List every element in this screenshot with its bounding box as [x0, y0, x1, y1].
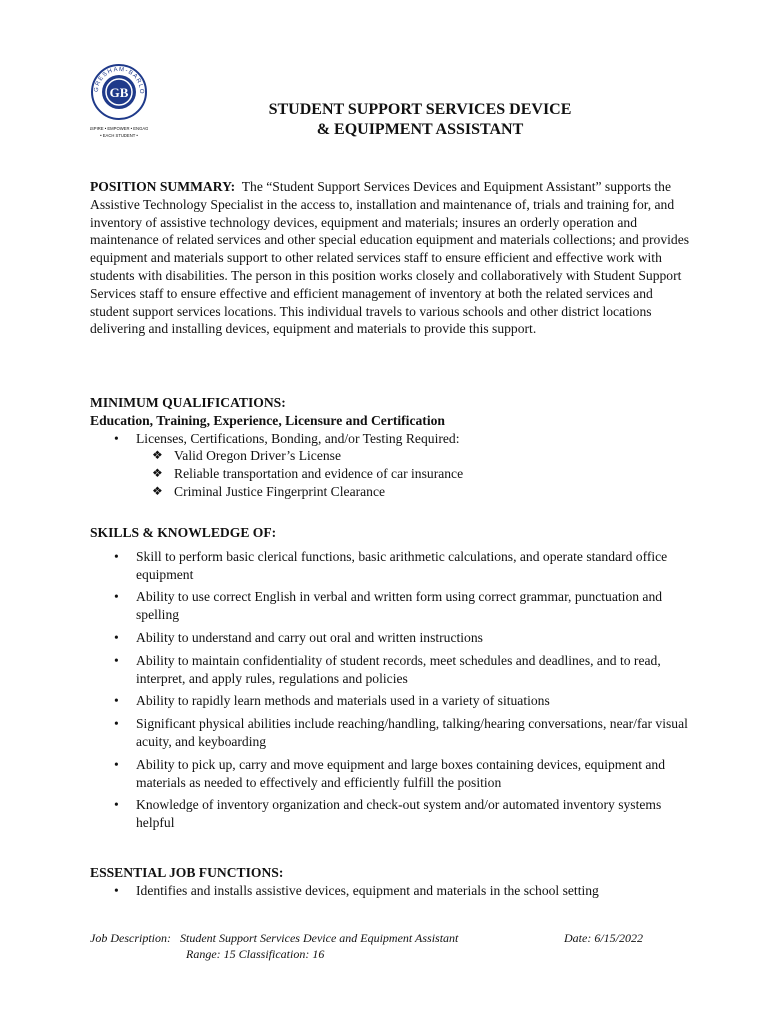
diamond-bullet-icon: ❖: [152, 483, 163, 498]
bullet-icon: •: [114, 430, 119, 446]
bullet-icon: •: [114, 629, 119, 645]
svg-text:GB: GB: [109, 85, 129, 100]
list-item: [90, 796, 690, 832]
list-item: [90, 756, 690, 792]
list-item: [90, 465, 690, 483]
list-item-text: Ability to understand and carry out oral and written instructions: [136, 629, 483, 645]
list-item: [90, 652, 690, 688]
list-item-text: Reliable transportation and evidence of car insurance: [174, 466, 464, 482]
bullet-icon: •: [114, 882, 119, 898]
skills-heading: SKILLS & KNOWLEDGE OF:: [90, 525, 277, 540]
title-line-2: & EQUIPMENT ASSISTANT: [316, 121, 524, 138]
list-item-text: Skill to perform basic clerical functions, basic arithmetic calculations, and operate standard office equipment: [136, 548, 668, 582]
bullet-icon: •: [114, 589, 119, 605]
svg-text:GRESHAM-BARLOW: GRESHAM-BARLO: [93, 66, 145, 95]
list-item: [90, 692, 690, 710]
svg-text:• EACH STUDENT •: • EACH STUDENT •: [100, 133, 138, 138]
bullet-icon: •: [114, 716, 119, 732]
list-item: [90, 588, 690, 624]
list-item: [90, 882, 690, 900]
list-item: [90, 447, 690, 465]
bullet-icon: •: [114, 756, 119, 772]
title-line-1: STUDENT SUPPORT SERVICES DEVICE: [268, 101, 572, 118]
list-item-text: Ability to pick up, carry and move equipment and large boxes containing devices, equipment and materials as needed to effectively and efficiently fulfill the position: [136, 756, 666, 790]
list-item-text: Criminal Justice Fingerprint Clearance: [174, 483, 386, 499]
list-item: [90, 483, 690, 501]
list-item-text: Ability to maintain confidentiality of student records, meet schedules and deadlines, and to read, interpret, and apply rules, regulations and policies: [136, 652, 661, 686]
list-item-text: Ability to rapidly learn methods and materials used in a variety of situations: [136, 693, 550, 709]
footer-job-description: Job Description: Student Support Services Device and Equipment Assistant: [90, 931, 459, 945]
district-logo: [90, 62, 148, 144]
list-item-text: Significant physical abilities include reaching/handling, talking/hearing conversations, near/far visual acuity, and keyboarding: [136, 716, 688, 749]
functions-section: [90, 864, 690, 900]
svg-text:INSPIRE • EMPOWER • ENGAGE: INSPIRE • EMPOWER • ENGAGE: [90, 126, 148, 131]
list-item-text: Valid Oregon Driver’s License: [174, 448, 341, 464]
page-footer: [90, 930, 690, 962]
list-item: [90, 548, 690, 584]
list-item: [90, 715, 690, 751]
bullet-icon: •: [114, 548, 119, 564]
functions-heading: ESSENTIAL JOB FUNCTIONS:: [90, 865, 284, 880]
list-item-text: Knowledge of inventory organization and check-out system and/or automated inventory systems helpful: [136, 797, 662, 831]
footer-range: Range: 15 Classification: 16: [186, 947, 325, 961]
list-item: [90, 430, 690, 448]
skills-section: [90, 524, 690, 837]
list-item-text: Identifies and installs assistive devices, equipment and materials in the school setting: [136, 882, 599, 898]
summary-text: The “Student Support Services Devices and Equipment Assistant” supports the Assistive Technology Specialist in the access to, installation and maintenance of, trials and training for, and inventory of assistive technology devices, equipment and materials; insures an orderly operation and maintenance of related services and other special education equipment and materials collections; and provides equipment and materials support to other related services staff to ensure efficient and effective work with students with disabilities. The person in this position works closely and collaboratively with Student Support Services staff to ensure effective and efficient management of inventory at both the related services and student support services locations. This individual travels to various schools and other district locations delivering and installing devices, equipment and materials to provide this support.: [90, 179, 690, 337]
bullet-icon: •: [114, 797, 119, 813]
qualifications-subheading: Education, Training, Experience, Licensure and Certification: [90, 412, 445, 428]
position-summary: [90, 178, 690, 338]
diamond-bullet-icon: ❖: [152, 448, 163, 463]
bullet-icon: •: [114, 652, 119, 668]
qualifications-section: [90, 394, 690, 501]
qualifications-heading: MINIMUM QUALIFICATIONS:: [90, 395, 286, 410]
document-title: [240, 100, 600, 140]
list-item-text: Ability to use correct English in verbal and written form using correct grammar, punctuation and spelling: [136, 589, 663, 623]
diamond-bullet-icon: ❖: [152, 466, 163, 481]
summary-label: POSITION SUMMARY:: [90, 179, 236, 194]
bullet-icon: •: [114, 693, 119, 709]
footer-date: Date: 6/15/2022: [564, 931, 643, 945]
list-item: [90, 629, 690, 647]
list-item-text: Licenses, Certifications, Bonding, and/or Testing Required:: [136, 430, 460, 446]
